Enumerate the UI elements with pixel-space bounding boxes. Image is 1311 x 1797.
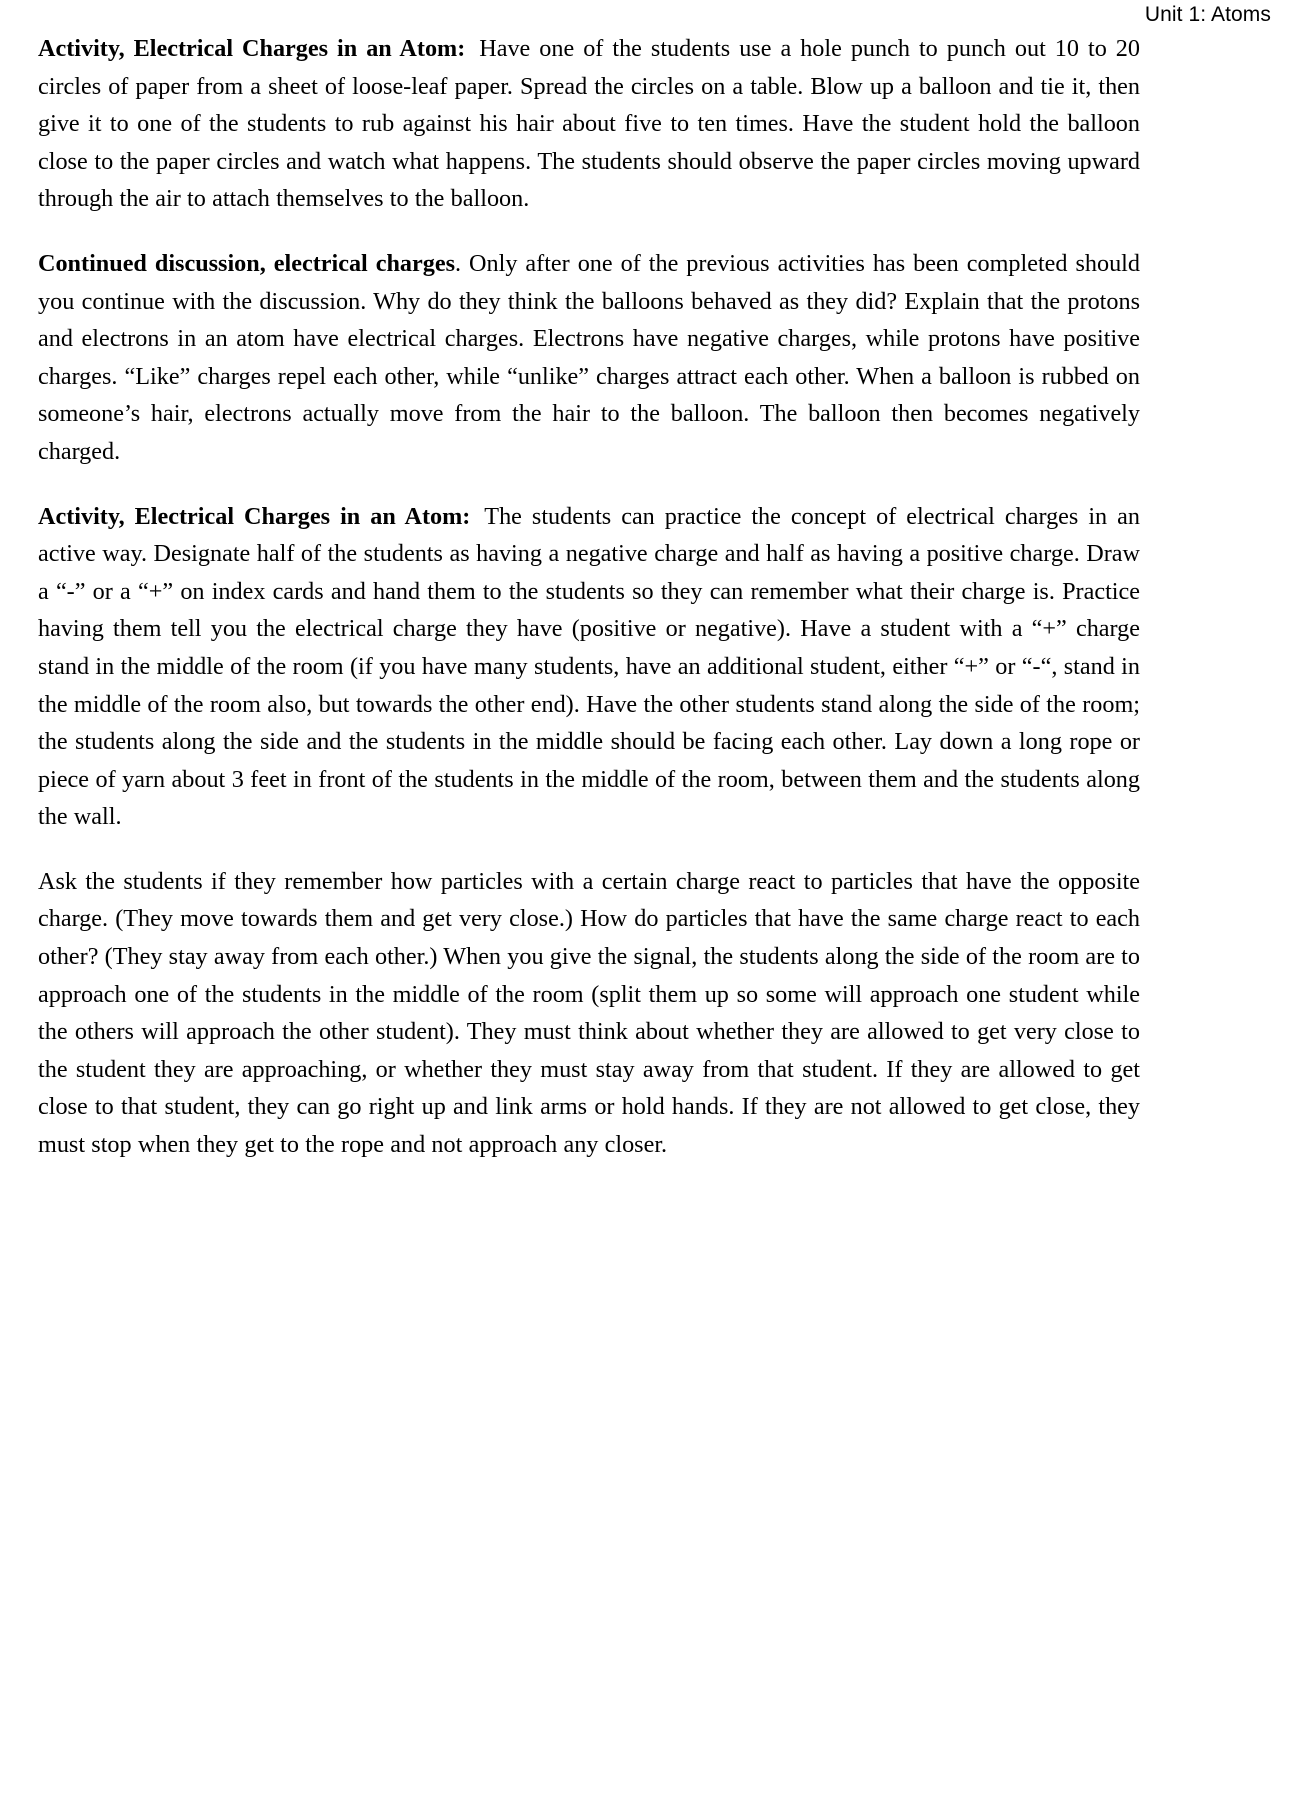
paragraph-activity-electrical-charges-1 [38, 30, 1140, 218]
paragraph-body-activity-2: The students can practice the concept of electrical charges in an active way. Designate half of the students as having a negative charge and half as having a positive charge. Draw a “-” or a “+” on index cards and hand them to the students so they can remember what their charge is. Practice having them tell you the electrical charge they have (positive or negative). Have a student with a “+” charge stand in the middle of the room (if you have many students, have an additional student, either “+” or “-“, stand in the middle of the room also, but towards the other end). Have the other students stand along the side of the room; the students along the side and the students in the middle should be facing each other. Lay down a long rope or piece of yarn about 3 feet in front of the students in the middle of the room, between them and the students along the wall. [38, 502, 1140, 831]
paragraph-body-activity-1: Have one of the students use a hole punch to punch out 10 to 20 circles of paper from a sheet of loose-leaf paper. Spread the circles on a table. Blow up a balloon and tie it, then give it to one of the students to rub against his hair about five to ten times. Have the student hold the balloon close to the paper circles and watch what happens. The students should observe the paper circles moving upward through the air to attach themselves to the balloon. [38, 35, 1140, 213]
paragraph-ask-the-students [38, 863, 1140, 1164]
paragraph-activity-electrical-charges-2 [38, 498, 1140, 836]
page-header-unit-label: Unit 1: Atoms [1144, 3, 1271, 26]
run-in-heading-activity-2: Activity, Electrical Charges in an Atom: [38, 502, 471, 530]
paragraph-body-ask-the-students: Ask the students if they remember how particles with a certain charge react to particles that have the opposite charge. (They move towards them and get very close.) How do particles that have the same charge react to each other? (They stay away from each other.) When you give the signal, the students along the side of the room are to approach one of the students in the middle of the room (split them up so some will approach one student while the others will approach the other student). They must think about whether they are allowed to get very close to the student they are approaching, or whether they must stay away from that student. If they are allowed to get close to that student, they can go right up and link arms or hold hands. If they are not allowed to get close, they must stop when they get to the rope and not approach any closer. [38, 867, 1140, 1159]
paragraph-body-continued-discussion: . Only after one of the previous activities has been completed should you continue with the discussion. Why do they think the balloons behaved as they did? Explain that the protons and electrons in an atom have electrical charges. Electrons have negative charges, while protons have positive charges. “Like” charges repel each other, while “unlike” charges attract each other. When a balloon is rubbed on someone’s hair, electrons actually move from the hair to the balloon. The balloon then becomes negatively charged. [38, 249, 1141, 465]
document-body [38, 30, 1140, 1164]
run-in-heading-continued-discussion: Continued discussion, electrical charges [38, 249, 456, 277]
run-in-heading-activity-1: Activity, Electrical Charges in an Atom: [38, 35, 466, 62]
paragraph-continued-discussion [38, 245, 1140, 471]
